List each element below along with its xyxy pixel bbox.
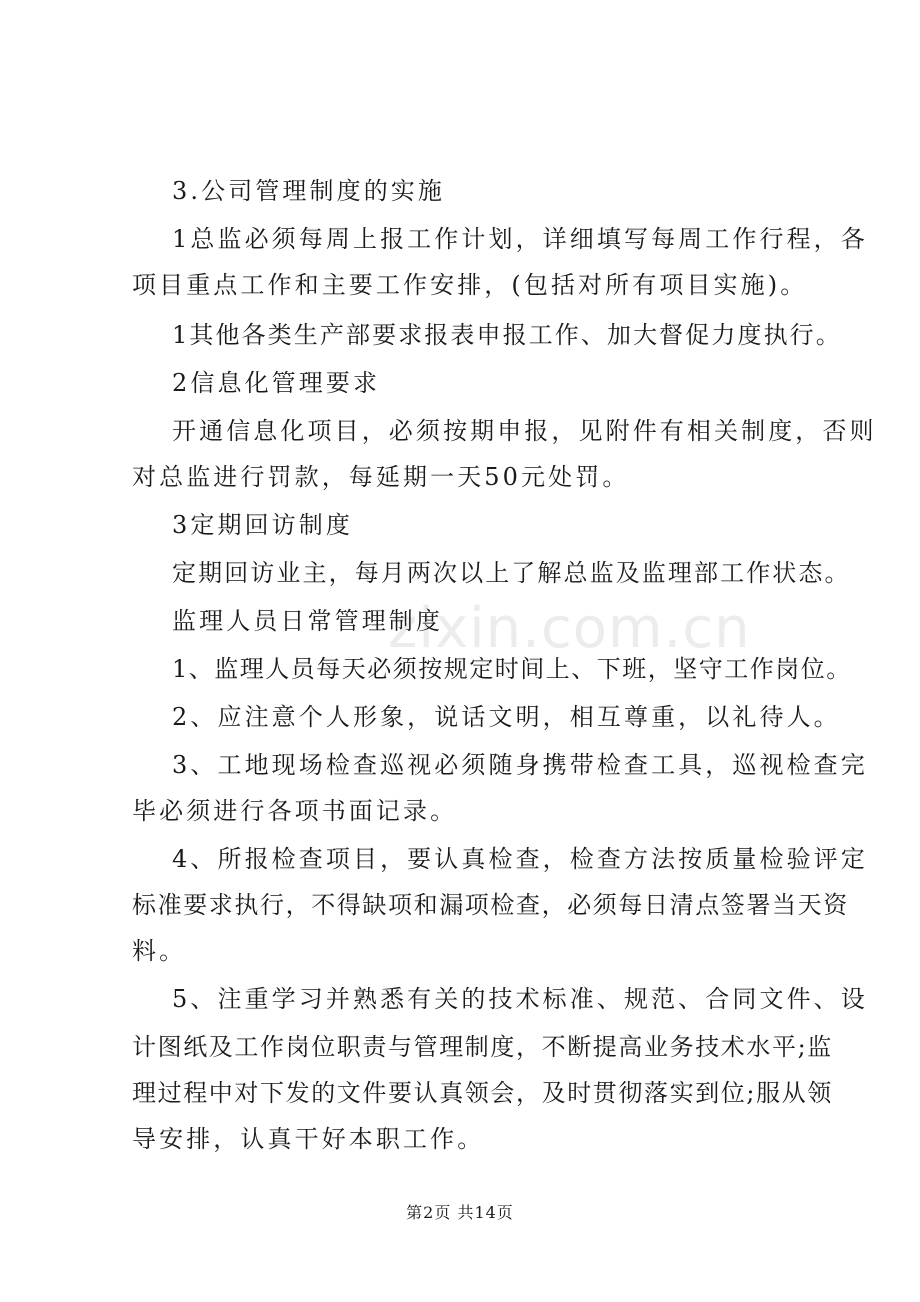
section-heading: 3.公司管理制度的实施 bbox=[172, 177, 445, 205]
paragraph-line: 导安排，认真干好本职工作。 bbox=[132, 1125, 485, 1153]
paragraph-line: 4、所报检查项目，要认真检查，检查方法按质量检验评定 bbox=[172, 845, 868, 873]
sub-heading: 3定期回访制度 bbox=[172, 511, 353, 539]
paragraph-line: 2、应注意个人形象，说话文明，相互尊重，以礼待人。 bbox=[172, 703, 841, 731]
paragraph-line: 3、工地现场检查巡视必须随身携带检查工具，巡视检查完 bbox=[172, 751, 868, 779]
sub-heading: 2信息化管理要求 bbox=[172, 369, 381, 397]
paragraph-line: 1其他各类生产部要求报表申报工作、加大督促力度执行。 bbox=[172, 321, 842, 349]
paragraph-line: 标准要求执行，不得缺项和漏项检查，必须每日清点签署当天资 bbox=[132, 891, 849, 919]
watermark: zixin.com.cn bbox=[388, 596, 751, 661]
paragraph-line: 对总监进行罚款，每延期一天50元处罚。 bbox=[132, 463, 630, 491]
paragraph-line: 料。 bbox=[132, 937, 187, 965]
paragraph-line: 计图纸及工作岗位职责与管理制度，不断提高业务技术水平;监 bbox=[132, 1033, 833, 1061]
paragraph-line: 毕必须进行各项书面记录。 bbox=[132, 797, 458, 825]
paragraph-line: 定期回访业主，每月两次以上了解总监及监理部工作状态。 bbox=[172, 559, 851, 587]
paragraph-line: 5、注重学习并熟悉有关的技术标准、规范、合同文件、设 bbox=[172, 985, 868, 1013]
sub-heading: 监理人员日常管理制度 bbox=[172, 607, 443, 635]
paragraph-line: 开通信息化项目，必须按期申报，见附件有相关制度，否则 bbox=[172, 417, 877, 445]
paragraph-line: 理过程中对下发的文件要认真领会，及时贯彻落实到位;服从领 bbox=[132, 1079, 833, 1107]
paragraph-line: 1总监必须每周上报工作计划，详细填写每周工作行程，各 bbox=[172, 225, 868, 253]
paragraph-line: 1、监理人员每天必须按规定时间上、下班，坚守工作岗位。 bbox=[172, 655, 852, 683]
page-footer: 第2页 共14页 bbox=[406, 1203, 514, 1222]
paragraph-line: 项目重点工作和主要工作安排，(包括对所有项目实施)。 bbox=[132, 271, 808, 299]
